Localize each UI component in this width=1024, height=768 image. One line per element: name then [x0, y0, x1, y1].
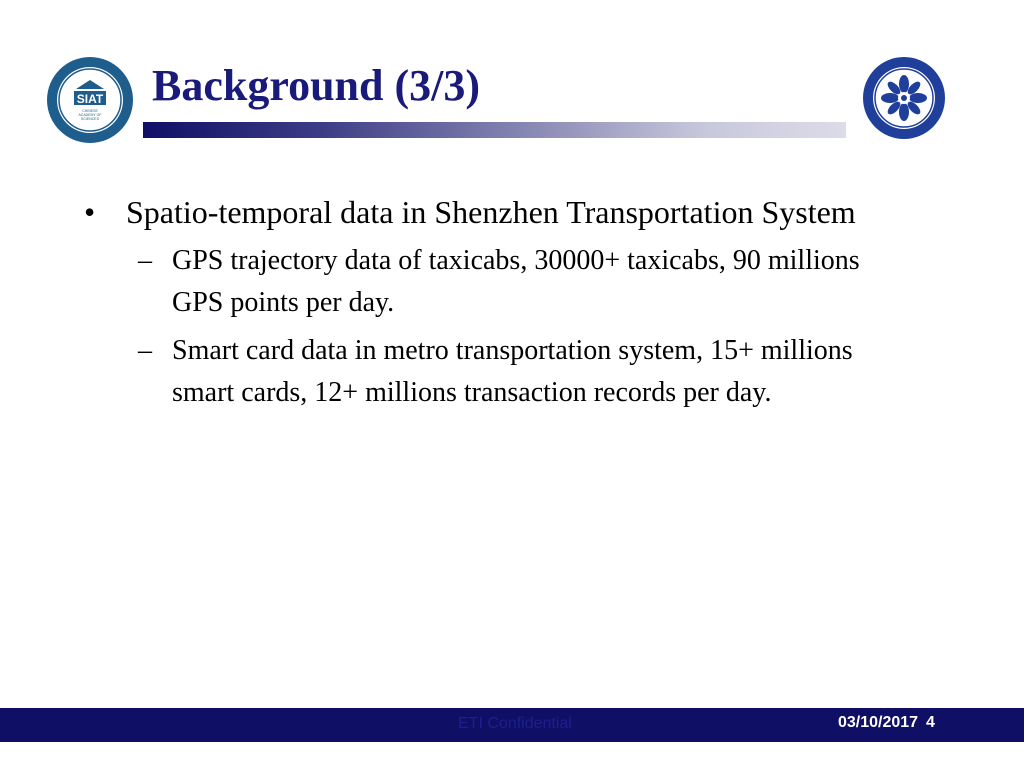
slide-content: [84, 190, 944, 414]
bullet-dash: –: [138, 335, 152, 366]
svg-text:ACADEMY OF: ACADEMY OF: [78, 113, 102, 117]
footer-page-number: 4: [926, 714, 935, 731]
bullet-level1: [84, 190, 944, 234]
bullet-dash: –: [138, 245, 152, 276]
bullet-text: GPS trajectory data of taxicabs, 30000+ taxicabs, 90 millions GPS points per day.: [172, 245, 860, 318]
svg-text:CHINESE: CHINESE: [82, 109, 98, 113]
siat-logo: [46, 56, 134, 144]
title-underline-bar: [143, 122, 846, 138]
bullet-dot: •: [84, 194, 96, 230]
bullet-text: Smart card data in metro transportation system, 15+ millions smart cards, 12+ millions transaction records per day.: [172, 335, 853, 408]
bullet-level2: [138, 330, 944, 414]
footer-confidential-label: ETI Confidential: [458, 715, 572, 732]
svg-text:SIAT: SIAT: [76, 92, 104, 106]
bullet-level2: [138, 240, 944, 324]
slide-title: Background (3/3): [152, 61, 481, 110]
footer-date: 03/10/2017: [838, 714, 919, 731]
cas-logo: [862, 56, 946, 140]
svg-text:SCIENCES: SCIENCES: [81, 117, 99, 121]
bullet-text: Spatio-temporal data in Shenzhen Transportation System: [126, 194, 856, 230]
